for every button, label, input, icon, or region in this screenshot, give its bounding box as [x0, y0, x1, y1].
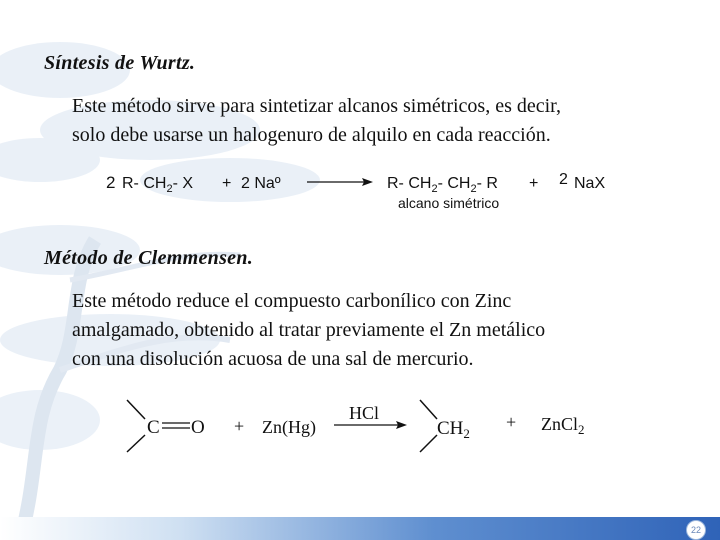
zinc-chloride-byproduct [541, 414, 585, 437]
wurtz-salt-product: NaX [574, 175, 606, 192]
wurtz-product-mid: - CH [437, 175, 471, 192]
hcl-catalyst-label: HCl [349, 403, 380, 423]
clemmensen-heading: Método de Clemmensen. [44, 247, 254, 269]
wurtz-heading: Síntesis de Wurtz. [44, 52, 196, 74]
wurtz-reactant-main: R- CH [122, 175, 167, 192]
clemmensen-plus-1: + [234, 416, 245, 436]
wurtz-coef-right: 2 [559, 171, 568, 188]
methylene-structure [420, 400, 470, 452]
wurtz-equation [100, 166, 660, 218]
clemmensen-description-line1: Este método reduce el compuesto carbonílico con Zinc [72, 290, 512, 312]
carbonyl-carbon: C [147, 417, 160, 438]
wurtz-product-sub2: 2 [470, 183, 477, 195]
wurtz-sodium-reagent: 2 Naº [241, 175, 281, 192]
wurtz-plus-2: + [529, 175, 539, 192]
wurtz-description-line1: Este método sirve para sintetizar alcanos simétricos, es decir, [72, 95, 562, 117]
clemmensen-description [72, 287, 545, 374]
carbonyl-oxygen: O [191, 417, 205, 438]
ketone-structure [127, 400, 205, 452]
zinc-chloride-main: ZnCl [541, 414, 579, 434]
wurtz-product-sub1: 2 [431, 183, 438, 195]
zinc-chloride-sub: 2 [578, 422, 585, 437]
methylene-product [437, 418, 470, 441]
wurtz-reactant [122, 175, 193, 195]
clemmensen-plus-2: + [506, 412, 517, 432]
wurtz-reaction-arrow [307, 178, 373, 186]
wurtz-coef-left: 2 [106, 173, 116, 192]
wurtz-product-main: R- CH [387, 175, 432, 192]
wurtz-description-line2: solo debe usarse un halogenuro de alquilo en cada reacción. [72, 124, 551, 146]
wurtz-product-tail: - R [476, 175, 498, 192]
zinc-amalgam-reagent: Zn(Hg) [262, 417, 316, 437]
wurtz-plus-1: + [222, 175, 232, 192]
clemmensen-description-line3: con una disolución acuosa de una sal de mercurio. [72, 348, 474, 370]
wurtz-product-alkane [387, 175, 498, 195]
wurtz-caption: alcano simétrico [398, 195, 500, 211]
methylene-sub: 2 [463, 426, 470, 441]
wurtz-reactant-tail: - X [172, 175, 194, 192]
page-number: 22 [686, 520, 706, 540]
clemmensen-equation [120, 392, 600, 458]
methylene-main: CH [437, 418, 464, 439]
wurtz-reactant-sub: 2 [166, 183, 173, 195]
wurtz-description [72, 92, 561, 150]
footer-bar [0, 517, 720, 540]
clemmensen-description-line2: amalgamado, obtenido al tratar previamente el Zn metálico [72, 319, 546, 341]
